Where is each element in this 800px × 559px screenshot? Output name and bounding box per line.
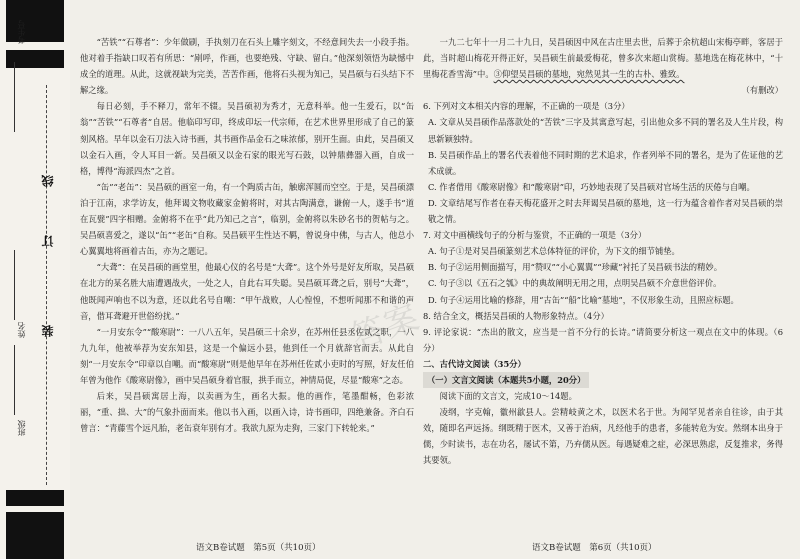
option: D. 文章结尾写作者在春天梅花盛开之时去拜谒吴昌硕的墓地，这一行为蕴含着作者对吴昌硕的崇敬之情。 <box>427 197 783 225</box>
paragraph: “苦铁”“石尊者”：少年做刷，手执刻刀在石头上雕字刻文，不经意间失去一小段手指。他对着手指缺口叹若有所思：“剐呼，作画，也要绝残、守缺、留白。”他深刻领悟为缺憾中成全的道理。从此，这就视缺为完美，苦苦作画，他将石头视为知己，吴昌硕与石头结下不解之缘。 <box>80 37 414 96</box>
intro-text: 一九二七年十一月二十九日，吴昌硕因中风在古庄里去世，后葬于余杭超山宋梅亭畔，客居于此，当时超山梅花开得正好，吴昌硕生前最爱梅花，曾多次来超山赏梅。墓地选在梅花林中，“十里梅花香雪海”中。 <box>423 37 783 80</box>
binding-strip <box>0 0 70 559</box>
class-underline <box>14 345 15 415</box>
question-8: 8. 结合全文，概括吴昌硕的人物形象特点。（4分） <box>423 310 609 321</box>
source-note: （有删改） <box>741 85 783 96</box>
exam-no-label: 考生号 <box>17 20 26 44</box>
binding-dashed-line <box>46 85 47 485</box>
subsection-heading: （一）文言文阅读（本题共5小题，20分） <box>423 372 589 388</box>
option: C. 句子③以《五石之瓠》中的典故阐明无用之用，点明吴昌硕不介意世俗评价。 <box>427 278 722 289</box>
paragraph: “一月安东令”“酸寒尉”：一八八五年，吴昌硕三十余岁，在苏州任县丞佐贰之职，一八九九年，他被举荐为安东知县，这是一个偏远小县，他到任一个月就辞官而去。从此自刻“一月安东令”印章以自嘲。而“酸寒尉”则是他早年在苏州任佐贰小吏时的写照，好友任伯年曾为他作《酸寒尉像》，画中吴昌硕身着官服，拱手而立，神情局促，尽显“酸寒”之态。 <box>80 326 414 385</box>
binding-char-zhuang: 装 <box>41 325 55 337</box>
paragraph: 每日必刻，手不释刀，常年不辍。吴昌硕初为秀才，无意科举。他一生爱石，以“缶翁”“苦铁”“石尊者”自居。他临印写印，终成印坛一代宗师，在艺术世界里形成了自己的篆刻风格。早年以金石刀法入诗书画，其书画作品金石之味浓郁，别开生面。由此，吴昌硕又以金石入画，令人耳目一新。吴昌硕又以金石家的眼光写石鼓，以钟鼎彝器入画，自成一格，博得“海派四杰”之首。 <box>80 101 414 176</box>
left-column <box>80 34 414 436</box>
paragraph: “缶”“老缶”：吴昌硕的画室一角，有一个陶质古缶，触廓浑圆而空空。于是，吴昌硕漂泊于江南，求学访友，他拜谒文物收藏家金俯将时，对其古陶满意，谦俯一人，遂手书“道在瓦甓”四字相赠。金俯将不在乎“此乃知己之言”，临别，金俯将以朱砂名书的贺帖与之。吴昌硕喜爱之，遂以“缶”“老缶”自称。吴昌硕平生性达不羁，曾说身中佛，与古人，他总小心翼翼地将画着古缶，亦为之题记。 <box>80 181 414 257</box>
underlined-sentence: ③仰望吴昌硕的墓地，宛然见其一生的古朴、雅致。 <box>493 69 685 80</box>
instruction: 阅读下面的文言文，完成10～14题。 <box>439 391 577 402</box>
footer-right: 语文B卷试题 第6页（共10页） <box>532 543 657 553</box>
option: B. 句子②运用侧面描写，用“赞叹”“小心翼翼”“珍藏”衬托了吴昌硕书法的精妙。 <box>427 262 722 273</box>
option: A. 句子①是对吴昌硕篆刻艺术总体特征的评价，为下文的细节铺垫。 <box>427 246 680 257</box>
binding-char-xian: 线 <box>41 175 55 187</box>
option: C. 作者借用《酸寒尉像》和“酸寒尉”印，巧妙地表现了吴昌硕对官场生活的厌倦与自嘲。 <box>427 181 755 192</box>
section-heading: 二、古代诗文阅读（35分） <box>423 358 526 369</box>
question-9: 9. 评论家说：“杰出的散文，应当是一首不分行的长诗。”请简要分析这一观点在文中的体现。（6分） <box>423 326 783 353</box>
name-label: 姓名 <box>17 322 26 338</box>
option: B. 吴昌硕作品上的署名代表着他不同时期的艺术追求，作者列举不同的署名，是为了佐证他的艺术成就。 <box>427 149 783 176</box>
black-bar <box>6 0 64 42</box>
question-6: 6. 下列对文本相关内容的理解，不正确的一项是（3分） <box>423 101 630 112</box>
paragraph: 后来，吴昌硕寓居上海，以卖画为生，画名大振。他的画作，笔墨酣畅，色彩浓丽，“重、拙、大”的气象扑面而来。他以书入画，以画入诗，诗书画印，四绝兼备。齐白石曾言：“青藤雪个远凡胎，老缶衰年别有才。我欲九原为走狗，三家门下转轮来。” <box>80 391 414 434</box>
paragraph: “大聋”：在吴昌硕的画堂里，他最心仪的名号是“大聋”。这个外号是好友所取，吴昌硕在北方的某名胜大庙遭遇战火，一处之人，自此右耳失聪。吴昌硕耳聋之后，别号“大聋”，他既闻声响也不以为意，还以此名号自嘲：“甲午战败，人心惶惶，不想听闻那不和谐的声音，借耳聋避开世俗纷扰。” <box>80 262 414 321</box>
intro-paragraph <box>423 34 783 82</box>
black-bar <box>6 490 64 506</box>
exam-no-underline <box>14 62 15 132</box>
name-underline <box>14 250 15 320</box>
option: D. 句子④运用比喻的修辞，用“古缶”“船”比喻“墓地”，不仅形象生动，且照应标题。 <box>427 294 739 305</box>
footer-left: 语文B卷试题 第5页（共10页） <box>196 543 321 553</box>
binding-char-ding: 订 <box>41 235 55 247</box>
class-label: 班级 <box>17 420 26 436</box>
question-7: 7. 对文中画横线句子的分析与鉴赏，不正确的一项是（3分） <box>423 230 647 241</box>
watermark: 答案 <box>346 297 424 359</box>
right-column <box>423 34 783 469</box>
classical-text: 凌纲，字克翰，徽州歙县人。尝精岐黄之术，以医术名于世。为闻罕见者亲自往诊，由于其效，随即名声远扬。纲既精于医术，又善于治病，凡经他手的患者，多能转危为安。然纲本出身于儒，少时读书，志在功名，屡试不第，乃弃儒从医。每遇疑难之症，必深思熟虑，反复推求，务得其要领。 <box>423 407 783 466</box>
black-bar <box>6 512 64 559</box>
option: A. 文章从吴昌硕作品落款处的“苦铁”三字及其寓意写起，引出他众多不同的署名及人生片段，构思新颖独特。 <box>427 117 783 144</box>
